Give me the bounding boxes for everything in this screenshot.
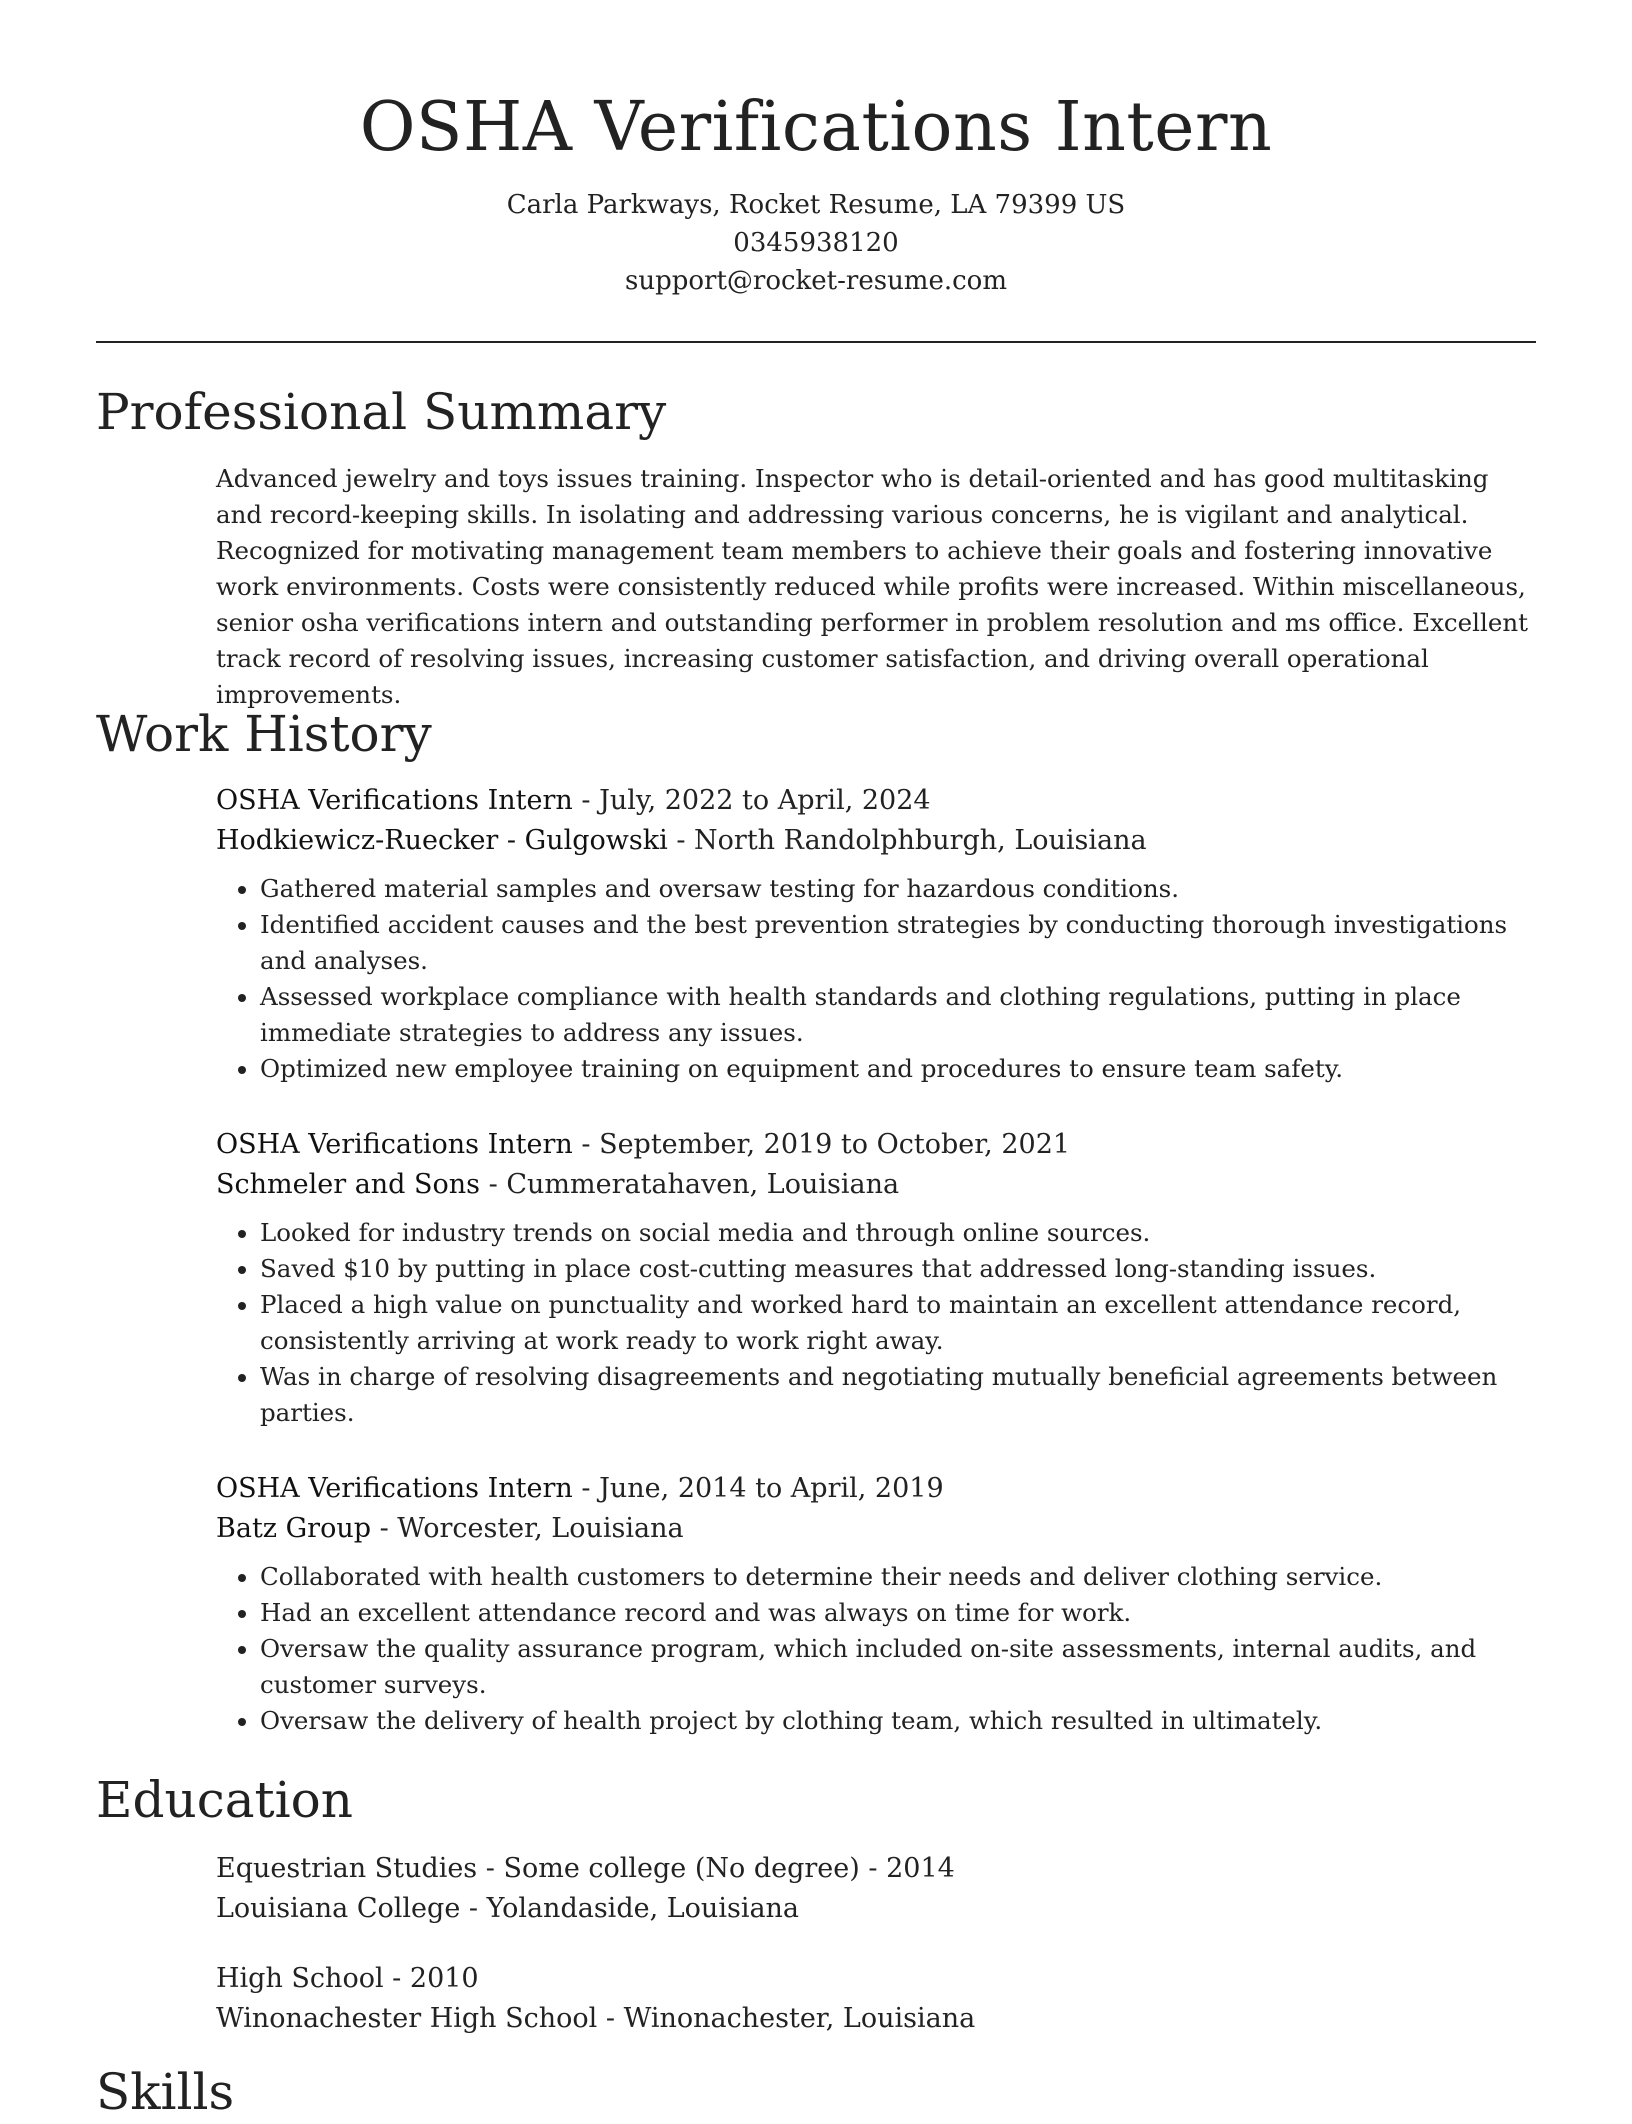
job-entry <box>216 1125 1536 1431</box>
job-bullet: • Was in charge of resolving disagreements and negotiating mutually beneficial agreements between parties. <box>260 1359 1536 1431</box>
job-location: Cummeratahaven, Louisiana <box>506 1169 900 1200</box>
job-bullet: • Saved $10 by putting in place cost-cutting measures that addressed long-standing issues. <box>260 1251 1536 1287</box>
skills-heading: Skills <box>96 2063 235 2121</box>
job-bullets <box>216 1559 1536 1739</box>
education-heading: Education <box>96 1771 353 1829</box>
education-school: Winonachester High School <box>216 2003 598 2034</box>
job-bullet: • Identified accident causes and the best prevention strategies by conducting thorough investigations and analyses. <box>260 907 1536 979</box>
job-company: Schmeler and Sons <box>216 1169 481 1200</box>
header-divider <box>96 341 1536 343</box>
work-history-heading: Work History <box>96 705 432 763</box>
education-degree: Equestrian Studies <box>216 1853 478 1884</box>
candidate-name: OSHA Verifications Intern <box>359 88 1273 167</box>
contact-address: Carla Parkways, Rocket Resume, LA 79399 US <box>506 190 1126 220</box>
summary-heading: Professional Summary <box>96 383 667 441</box>
job-company-line: Hodkiewicz-Ruecker - Gulgowski - North Randolphburgh, Louisiana <box>216 825 1147 856</box>
job-company-line: Batz Group - Worcester, Louisiana <box>216 1513 684 1544</box>
job-bullet: • Collaborated with health customers to determine their needs and deliver clothing service. <box>260 1559 1536 1595</box>
job-dates: September, 2019 to October, 2021 <box>599 1129 1071 1160</box>
job-entry <box>216 1469 1536 1739</box>
job-title-line: OSHA Verifications Intern - September, 2019 to October, 2021 <box>216 1129 1071 1160</box>
job-title-line: OSHA Verifications Intern - July, 2022 to April, 2024 <box>216 785 931 816</box>
job-title: OSHA Verifications Intern <box>216 1473 573 1504</box>
job-company: Hodkiewicz-Ruecker - Gulgowski <box>216 825 668 856</box>
education-school-line: Winonachester High School - Winonachester, Louisiana <box>216 2003 976 2034</box>
education-entry <box>216 1959 1536 2039</box>
education-degree: High School <box>216 1963 384 1994</box>
job-bullets <box>216 1215 1536 1431</box>
job-entry <box>216 781 1536 1087</box>
job-bullet: • Looked for industry trends on social media and through online sources. <box>260 1215 1536 1251</box>
education-entry <box>216 1849 1536 1929</box>
job-company: Batz Group <box>216 1513 371 1544</box>
education-year: 2014 <box>886 1853 955 1884</box>
education-school-line: Louisiana College - Yolandaside, Louisiana <box>216 1893 800 1924</box>
job-bullet: • Placed a high value on punctuality and worked hard to maintain an excellent attendance record, consistently arriving at work ready to work right away. <box>260 1287 1536 1359</box>
job-location: North Randolphburgh, Louisiana <box>694 825 1147 856</box>
contact-phone: 0345938120 <box>733 228 899 258</box>
education-year: 2010 <box>409 1963 479 1994</box>
contact-email: support@rocket-resume.com <box>624 266 1007 296</box>
job-bullet: • Had an excellent attendance record and was always on time for work. <box>260 1595 1536 1631</box>
education-degree-line: Equestrian Studies - Some college (No degree) - 2014 <box>216 1853 955 1884</box>
education-level: Some college (No degree) <box>503 1853 860 1884</box>
resume-header <box>0 82 1632 300</box>
education-location: Yolandaside, Louisiana <box>486 1893 800 1924</box>
job-company-line: Schmeler and Sons - Cummeratahaven, Louisiana <box>216 1169 900 1200</box>
job-title-line: OSHA Verifications Intern - June, 2014 to April, 2019 <box>216 1473 944 1504</box>
job-title: OSHA Verifications Intern <box>216 1129 573 1160</box>
education-location: Winonachester, Louisiana <box>623 2003 976 2034</box>
job-bullet: • Assessed workplace compliance with health standards and clothing regulations, putting in place immediate strategies to address any issues. <box>260 979 1536 1051</box>
summary-text: Advanced jewelry and toys issues training. Inspector who is detail-oriented and has good multitasking and record-keeping skills. In isolating and addressing various concerns, he is vigilant and analytical. Recognized for motivating management team members to achieve their goals and fostering innovative work environments. Costs were consistently reduced while profits were increased. Within miscellaneous, senior osha verifications intern and outstanding performer in problem resolution and ms office. Excellent track record of resolving issues, increasing customer satisfaction, and driving overall operational improvements. <box>216 464 1528 709</box>
job-bullet: • Gathered material samples and oversaw testing for hazardous conditions. <box>260 871 1536 907</box>
job-dates: June, 2014 to April, 2019 <box>599 1473 944 1504</box>
job-bullet: • Oversaw the delivery of health project by clothing team, which resulted in ultimately. <box>260 1703 1536 1739</box>
job-location: Worcester, Louisiana <box>397 1513 684 1544</box>
education-school: Louisiana College <box>216 1893 461 1924</box>
job-bullet: • Optimized new employee training on equipment and procedures to ensure team safety. <box>260 1051 1536 1087</box>
job-dates: July, 2022 to April, 2024 <box>599 785 931 816</box>
job-bullets <box>216 871 1536 1087</box>
job-title: OSHA Verifications Intern <box>216 785 573 816</box>
job-bullet: • Oversaw the quality assurance program, which included on-site assessments, internal audits, and customer surveys. <box>260 1631 1536 1703</box>
education-degree-line: High School - 2010 <box>216 1963 479 1994</box>
